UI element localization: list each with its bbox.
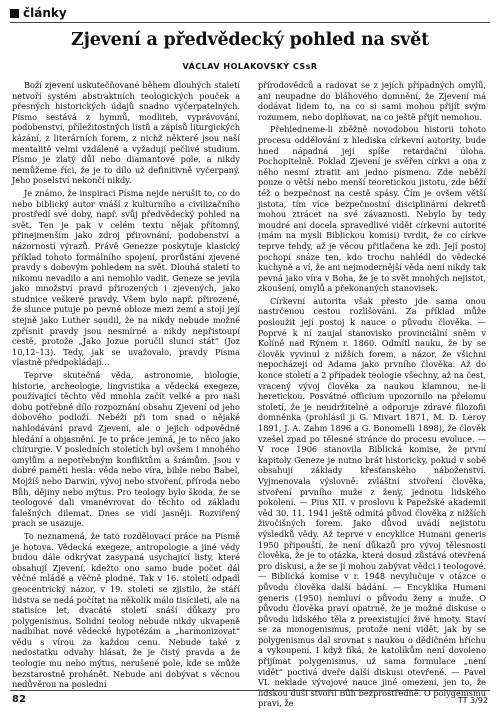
footer-rule — [10, 690, 490, 691]
section-tag — [10, 6, 67, 20]
paragraph: Církevní autorita však přesto jde sama onou nastrčenou cestou rozlišování. Za příklad může posloužit její postoj k nauce o původu člověka. — Poprvé k ní zaujal stanovisko provinciální sněm v Kolíně nad Rýnem r. 1860. Odmítl nauku, že by se člověk vyvinul z nižších forem, a názor, že všichni nepocházejí od Adama jako prvního člověka. Až do konce století a 2 případek teologie všechny, až na čest, vracený vývoj člověka za naukou klamnou, ne-li heretickou. Posvátné officium upozornilo na přelomu století, že je neudržitelné a odporuje zdravé filozofii domněnka (prohlásil ji G. Mivart 1871, M. D. Leroy 1891, J. A. Zahm 1896 a G. Bonomelli 1898), že člověk vzešel zpad po tělesné stránce do procesu evoluce. — V roce 1906 stanovila Biblická komise, že první kapitoly Geneze je nutno brát historicky, pokud v sobě obsahují základy křesťanského náboženství. Vyjmenovala výslovně: zvláštní stvoření člověka, stvoření prvního muže z ženy, jednotu lidského pokolení. — Pius XII. v proslovu k Papežské akademii věd 30. 11. 1941 ještě odmítá původ člověka z nižších živočišných forem. Jako důvod uvádí nejistotu výsledků vědy. Až teprve v encyklice Humani generis 1950 připouští, že není důkazů pro vývoj tělesnosti člověka, že je to otázka, která dosud zůstává otevřená pro diskusi, a že se jí mohou zabývat vědci i teologové. — Biblická komise v r. 1948 nevylučuje v otázce o původu člověka další bádání. — Encyklika Humani generis (1950) nemluví o původu ženy a muže. O původu člověka praví opatrně, že je možné diskuse o původu lidského těla z preexistující živé hmoty. Staví se za monogenismus, protože není vidět, jak by se polygenismus dal srovnat s naukou o dědičném hříchu a vykoupení. I když fíká, že katolíkům není dovoleno přijímat polygenismus, už sama formulace „není vidět“ poctivá dveře další diskusi otevřené. — Pavel VI. neklade vývojové nauce jiné omezení, jen to, že lidskou duši stvořil Bůh bezprostředně. O polygenismu pravi, že — [258, 295, 486, 709]
paragraph: přírodovědců a radovat se z jejích případných omylů, ani neupadne do bláhového domnění, že Zjevení má dodávat lidem to, na co si sami mohou přijít svým rozumem, nebo doplňovat, na co ještě přijít nemohou. — [258, 80, 486, 122]
paragraph: Boží zjevení uskutečňované během dlouhých staletí netvoří systém abstraktních teologických pouček a přesných historických údajů snadno vyčerpatelných. Písmo sestává z hymnů, modliteb, vyprávování, podobenství, příležitostných listů a zápisů liturgických kázání, z literárních forem, z nichž některé jsou naší mentalitě velmi vzdálené a vyžadují pečlivé studium. Písmo je zlatý důl nebo diamantové pole, a nikdy nemůžeme říci, že je to dílo už definitivně vyčerpaný. Jeho poselství nekončí nikdy. — [12, 80, 240, 186]
paragraph: Teprve skutečná věda, astronomie, biologie, historie, archeologie, lingvistika a vědecká exegeze, používající těchto věd mnohla začít velké a pro naši dobu potřebné dílo rozpoznání obsahu Zjevení od jeho dobového podloží. Nebéží při tom snad o nějaké nahlodávání pravd Zjevení, ale o jejich odpovědné hledání a objasnění. Je to práce jemná, je to něco jako chirurgie. V posledních stoletích byl ovšem i mnohého omylům a nepotřebným konfliktům a šrámům. Jsou v dobré paměti hesla: věda nebo víra, bible nebo Babel, Mojžíš nebo Darwin, vývoj nebo stvoření, příroda nebo Bůh, dějiny nebo mýtus. Pro teology bylo škoda, že se teologové dali vmanévrovat do těchto od základu falešných dilemat. Dnes se vidí jasněji. Rozvířený prach se usazuje. — [12, 370, 240, 529]
paragraph: Je známo, že inspiraci Písma nejde nerušit to, co do nebo biblický autor vnáší z kulturního a civilizačního prostředí své doby, např. svůj předvědecký pohled na svět. Ten je pak v celém textu nějak přítomný, přinejmenším jako zdroj přirovnání, podobenství a názorností výrazů. Právě Genezze poskytuje klasický příklad tohoto formálního spojení, prorůstání zjevené pravdy s dobovým pohledem na svět. Dlouhá staletí to nikomu nevadilo a ani nemohlo vadit. Geneze se jevila jako množství pravd přirozených i zjevených, jako studnice veškeré pravdy. Všem bylo např. přirozené, že slunce putuje po pevné obloze mezi zemí a stojí její stejně jako Luther soudil, že na nikdy nebude možné zpřísnit pravdy jsou nesmírné a nikdy nepřistoupí cestě, protože „Jako Jozue poručil slunci stát“ (Joz 10,12–13). Tedy, jak se uvažovalo, pravdy Písma vlastně předpokládají... — [12, 187, 240, 368]
paragraph: Přehledneme-li zběžně novodobou historii tohoto procesu oddělování z hlediska církevní autority, bude hned nápadná její spíše retardační úloha. Pochopitelně. Poklad Zjevení je svěřen církvi a ona z něho nesmí ztratit ani jedno písmeno. Zde neběží pouze o větší nebo menší teoretickou jistotu, zde běží též o bezpečnost na cestě spásy. Čím je ovšem větší jistota, tím více bezpečnostní disciplinární dekretů mohou ztrácet na své závaznosti. Nebylo by tedy moudré ani docela spravedlivé vidět církevní autorité (mám na mysli Biblickou komisi) tvrdit, že co církve teprve tehdy, až je věcou přitlačena ke zdi. Její postoj pochopí snáze ten, kdo trochu nahlédl do vědecké kuchyně a ví, že ani nejmodernější věda není nikdy tak pevná jako víra v Boha, že je to svět mnohých nejistot, zkoušení, omylů a překonaných stanovisek. — [258, 124, 486, 294]
page-number: 82 — [12, 694, 26, 705]
issue-label: TT 3/92 — [457, 696, 488, 705]
article-author: VÁCLAV HOLAKOVSKÝ CSsR — [182, 62, 318, 71]
left-column — [12, 80, 240, 690]
article-title: Zjevení a předvědecký pohled na svět — [71, 30, 429, 50]
paragraph: To neznamená, že tato rozdělovací práce na Písmě je hotova. Vědecká exegeze, antropologie a jiné vědy budou dále odkrývat zasypaná usychající listy, které obsahují Zjevení, kdežto ono samo bude počet dál věčné mládě a věčně plodné. Tak v 16. století odpadl geocentrický názor, v 19. století se zjistilo, že stáří lidstva se nedá počítat na několik málo tisíciletí, ale na statisíce let, dvacáté století snáší důkazy pro polygenismus. Solidní teolog nebude nikdy ukvapeně nadbíhat nové vědecké hypotézám a „harmonizovat“ vědu s vírou za každou cenu. Nebude také z nedostatku odvahy hlásat, že je čistý pravda a že teologie mu nebo mýtus, nerušené pole, kde se může bezstarostně prohánět. Nebude ani dobývat s věcnou nedůvěrou na poslední — [12, 530, 240, 690]
section-label: články — [23, 6, 67, 20]
top-rule — [10, 22, 490, 23]
section-marker-icon — [10, 9, 19, 18]
